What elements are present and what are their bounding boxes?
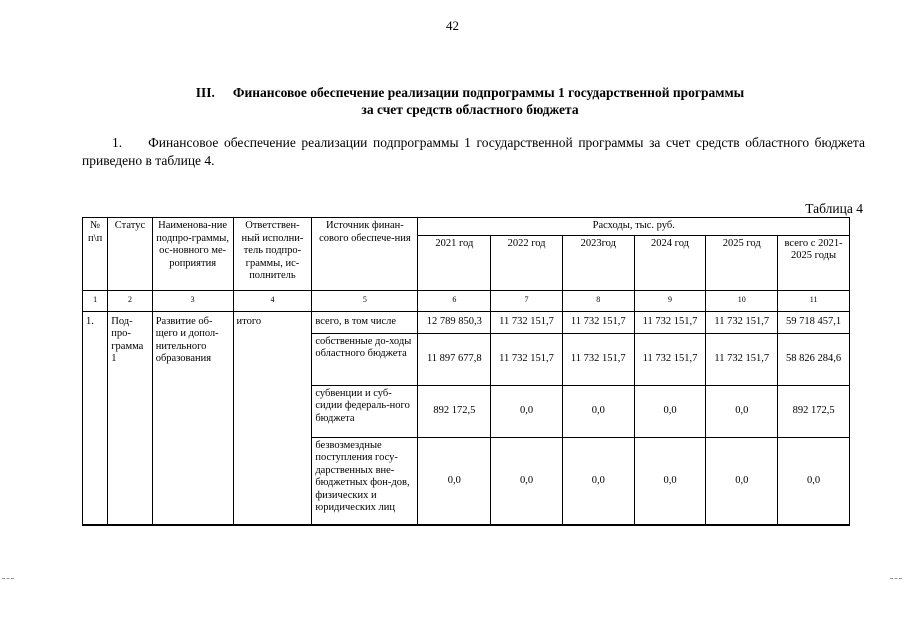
value-cell: 0,0 xyxy=(778,437,850,525)
value-cell: 892 172,5 xyxy=(418,385,491,437)
source-label: безвозмездные поступления госу-дарственных вне-бюджетных фон-дов, физических и юридических лиц xyxy=(312,437,418,525)
header-executor: Ответствен-ный исполни-тель подпро-граммы, ис-полнитель xyxy=(233,218,312,291)
value-cell: 0,0 xyxy=(634,385,706,437)
header-expenses: Расходы, тыс. руб. xyxy=(418,218,850,236)
header-status: Статус xyxy=(108,218,152,291)
header-year: 2025 год xyxy=(706,235,778,290)
value-cell: 11 732 151,7 xyxy=(706,333,778,385)
row-status: Под-про-грамма 1 xyxy=(108,311,152,525)
header-source: Источник финан-сового обеспече-ния xyxy=(312,218,418,291)
paragraph-number: 1. xyxy=(112,135,123,150)
source-label: субвенции и суб-сидии федераль-ного бюджета xyxy=(312,385,418,437)
header-total: всего с 2021- 2025 годы xyxy=(778,235,850,290)
column-number: 11 xyxy=(778,290,850,311)
column-number: 1 xyxy=(83,290,108,311)
source-label: всего, в том числе xyxy=(312,311,418,333)
section-title-text1: Финансовое обеспечение реализации подпрограммы 1 государственной программы xyxy=(232,85,745,100)
column-number: 5 xyxy=(312,290,418,311)
header-year: 2023год xyxy=(562,235,634,290)
section-title-line1 xyxy=(120,84,820,101)
column-number: 4 xyxy=(233,290,312,311)
value-cell: 0,0 xyxy=(706,385,778,437)
value-cell: 11 732 151,7 xyxy=(491,311,563,333)
section-title-line2: за счет средств областного бюджета xyxy=(361,102,579,117)
value-cell: 11 732 151,7 xyxy=(491,333,563,385)
row-name: Развитие об-щего и допол-нительного образования xyxy=(152,311,233,525)
value-cell: 0,0 xyxy=(418,437,491,525)
value-cell: 0,0 xyxy=(562,385,634,437)
value-cell: 59 718 457,1 xyxy=(778,311,850,333)
value-cell: 12 789 850,3 xyxy=(418,311,491,333)
page-number: 42 xyxy=(446,18,459,33)
header-year: 2021 год xyxy=(418,235,491,290)
section-number: III. xyxy=(195,85,215,100)
value-cell: 11 732 151,7 xyxy=(706,311,778,333)
column-number: 7 xyxy=(491,290,563,311)
value-cell: 11 732 151,7 xyxy=(562,311,634,333)
value-cell: 11 897 677,8 xyxy=(418,333,491,385)
source-label: собственные до-ходы областного бюджета xyxy=(312,333,418,385)
table-row xyxy=(83,311,850,333)
header-year: 2024 год xyxy=(634,235,706,290)
value-cell: 11 732 151,7 xyxy=(634,333,706,385)
value-cell: 0,0 xyxy=(562,437,634,525)
header-year: 2022 год xyxy=(491,235,563,290)
column-number-row xyxy=(83,290,850,311)
column-number: 9 xyxy=(634,290,706,311)
value-cell: 0,0 xyxy=(491,437,563,525)
row-executor: итого xyxy=(233,311,312,525)
column-number: 10 xyxy=(706,290,778,311)
row-num: 1. xyxy=(83,311,108,525)
paragraph-text: Финансовое обеспечение реализации подпрограммы 1 государственной программы за счет средств областного бюджета приведено в таблице 4. xyxy=(82,135,865,168)
value-cell: 0,0 xyxy=(491,385,563,437)
header-name: Наименова-ние подпро-граммы, ос-новного ме-роприятия xyxy=(152,218,233,291)
value-cell: 11 732 151,7 xyxy=(634,311,706,333)
right-edge-mark xyxy=(890,578,902,579)
value-cell: 11 732 151,7 xyxy=(562,333,634,385)
column-number: 6 xyxy=(418,290,491,311)
table-caption: Таблица 4 xyxy=(805,201,863,216)
left-edge-mark xyxy=(2,578,14,579)
column-number: 3 xyxy=(152,290,233,311)
value-cell: 0,0 xyxy=(634,437,706,525)
value-cell: 58 826 284,6 xyxy=(778,333,850,385)
value-cell: 0,0 xyxy=(706,437,778,525)
column-number: 8 xyxy=(562,290,634,311)
value-cell: 892 172,5 xyxy=(778,385,850,437)
financing-table xyxy=(82,217,850,526)
paragraph xyxy=(82,134,865,170)
section-title xyxy=(120,84,820,118)
column-number: 2 xyxy=(108,290,152,311)
header-num: № п\п xyxy=(83,218,108,291)
